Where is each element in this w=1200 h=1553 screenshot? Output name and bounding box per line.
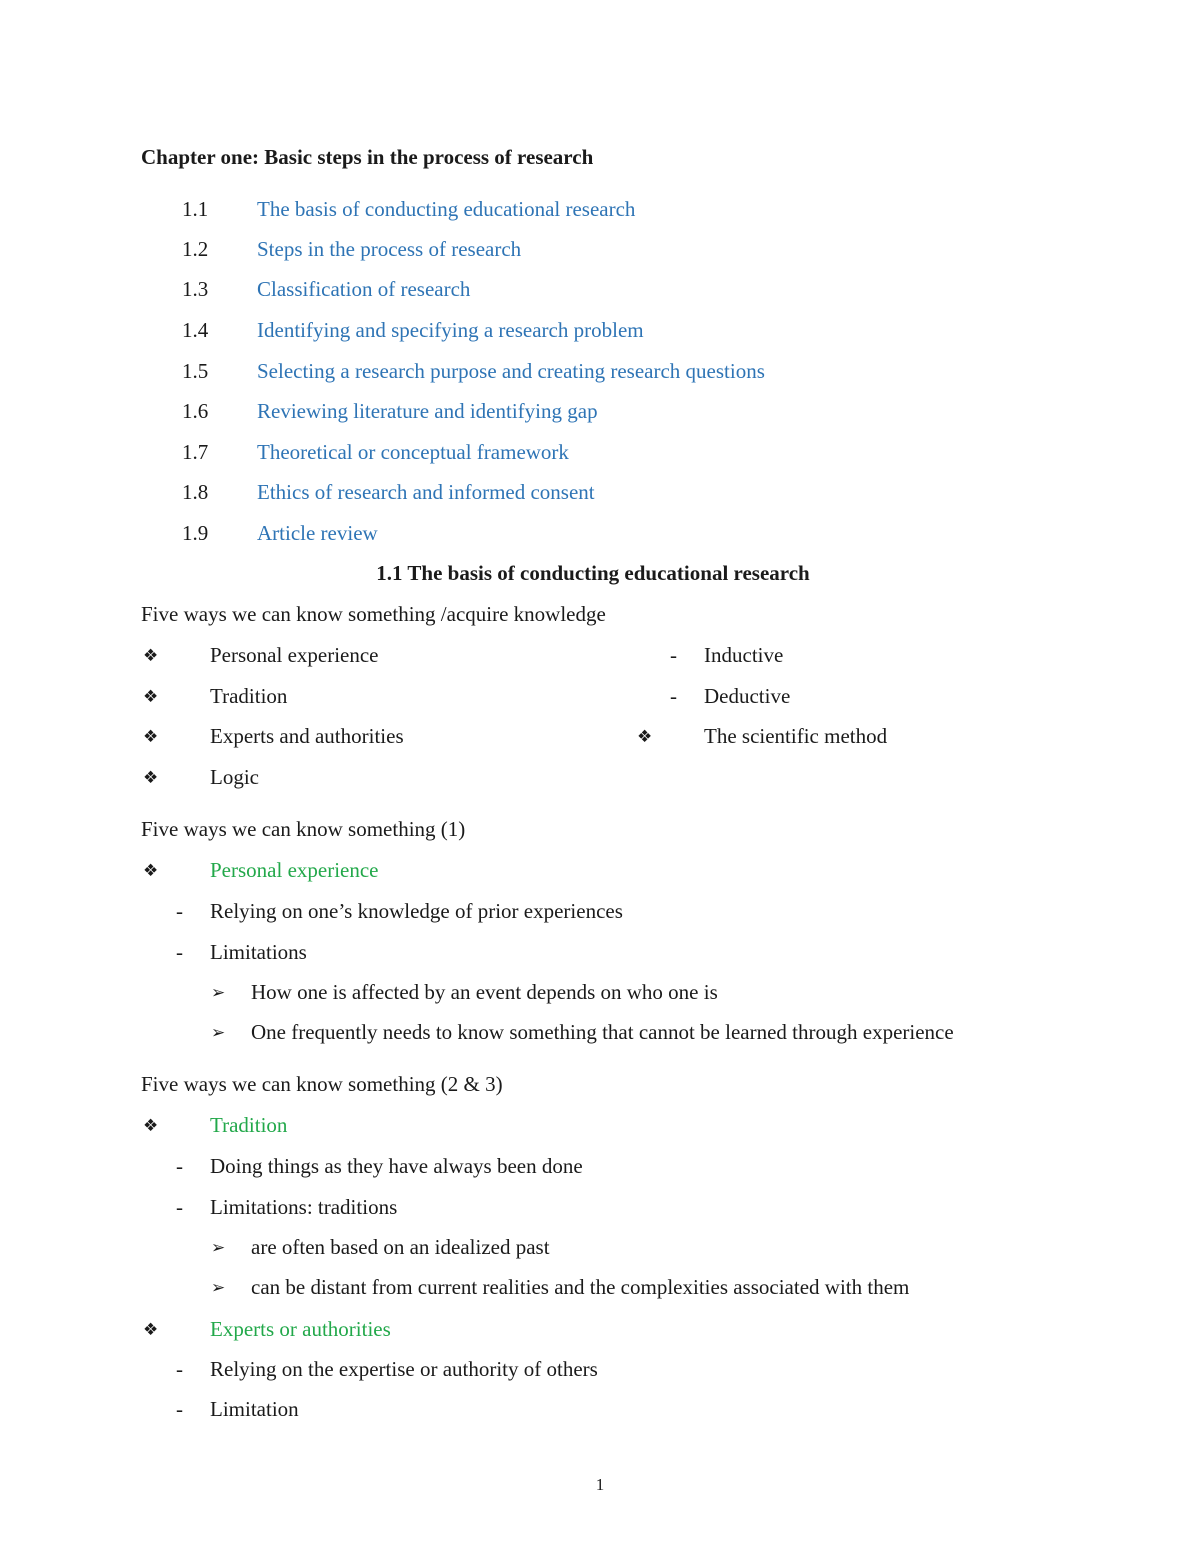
dash-bullet: - — [176, 940, 183, 964]
list-item: How one is affected by an event depends on who one is — [251, 980, 718, 1004]
page-number: 1 — [595, 1475, 605, 1494]
dash-bullet: - — [176, 1195, 183, 1219]
list-item: One frequently needs to know something that cannot be learned through experience — [251, 1020, 954, 1044]
list-item: Doing things as they have always been done — [210, 1154, 583, 1178]
topic-title: Tradition — [210, 1113, 288, 1137]
toc-item-number: 1.8 — [182, 480, 209, 504]
diamond-bullet-icon: ❖ — [637, 727, 653, 747]
dash-bullet: - — [670, 684, 677, 708]
toc-item-link[interactable]: Identifying and specifying a research problem — [257, 318, 644, 342]
part2-intro: Five ways we can know something (2 & 3) — [141, 1072, 503, 1096]
list-item: Limitations: traditions — [210, 1195, 398, 1219]
part1-intro: Five ways we can know something (1) — [141, 817, 466, 841]
list-item: Relying on the expertise or authority of others — [210, 1357, 598, 1381]
list-item: The scientific method — [704, 724, 888, 748]
list-item: Personal experience — [210, 643, 379, 667]
list-item: can be distant from current realities and the complexities associated with them — [251, 1275, 910, 1299]
diamond-bullet-icon: ❖ — [143, 687, 159, 707]
toc-item-link[interactable]: The basis of conducting educational research — [257, 197, 636, 221]
five-ways-intro: Five ways we can know something /acquire knowledge — [141, 602, 606, 626]
section-heading: 1.1 The basis of conducting educational research — [376, 561, 810, 585]
topic-title: Experts or authorities — [210, 1317, 391, 1341]
toc-item-link[interactable]: Article review — [257, 521, 378, 545]
diamond-bullet-icon: ❖ — [143, 768, 159, 788]
list-item: Limitation — [210, 1397, 299, 1421]
toc-item-link[interactable]: Selecting a research purpose and creating research questions — [257, 359, 765, 383]
list-item: Logic — [210, 765, 259, 789]
topic-title: Personal experience — [210, 858, 379, 882]
toc-item-link[interactable]: Reviewing literature and identifying gap — [257, 399, 598, 423]
arrow-bullet-icon: ➢ — [211, 1238, 226, 1258]
dash-bullet: - — [670, 643, 677, 667]
list-item: Inductive — [704, 643, 784, 667]
dash-bullet: - — [176, 1357, 183, 1381]
toc-item-number: 1.9 — [182, 521, 209, 545]
list-item: Limitations — [210, 940, 307, 964]
list-item: Deductive — [704, 684, 791, 708]
toc-item-number: 1.7 — [182, 440, 209, 464]
arrow-bullet-icon: ➢ — [211, 983, 226, 1003]
toc-item-link[interactable]: Steps in the process of research — [257, 237, 522, 261]
diamond-bullet-icon: ❖ — [143, 861, 159, 881]
dash-bullet: - — [176, 1397, 183, 1421]
toc-item-number: 1.3 — [182, 277, 209, 301]
arrow-bullet-icon: ➢ — [211, 1023, 226, 1043]
toc-item-number: 1.2 — [182, 237, 209, 261]
diamond-bullet-icon: ❖ — [143, 1116, 159, 1136]
list-item: Relying on one’s knowledge of prior experiences — [210, 899, 623, 923]
dash-bullet: - — [176, 899, 183, 923]
dash-bullet: - — [176, 1154, 183, 1178]
list-item: Experts and authorities — [210, 724, 404, 748]
toc-item-link[interactable]: Ethics of research and informed consent — [257, 480, 595, 504]
toc-item-link[interactable]: Theoretical or conceptual framework — [257, 440, 569, 464]
list-item: Tradition — [210, 684, 288, 708]
arrow-bullet-icon: ➢ — [211, 1278, 226, 1298]
chapter-title: Chapter one: Basic steps in the process of research — [141, 145, 594, 169]
diamond-bullet-icon: ❖ — [143, 646, 159, 666]
diamond-bullet-icon: ❖ — [143, 1320, 159, 1340]
diamond-bullet-icon: ❖ — [143, 727, 159, 747]
toc-item-number: 1.6 — [182, 399, 209, 423]
toc-item-number: 1.1 — [182, 197, 209, 221]
toc-item-number: 1.4 — [182, 318, 209, 342]
toc-item-number: 1.5 — [182, 359, 209, 383]
list-item: are often based on an idealized past — [251, 1235, 550, 1259]
toc-item-link[interactable]: Classification of research — [257, 277, 471, 301]
